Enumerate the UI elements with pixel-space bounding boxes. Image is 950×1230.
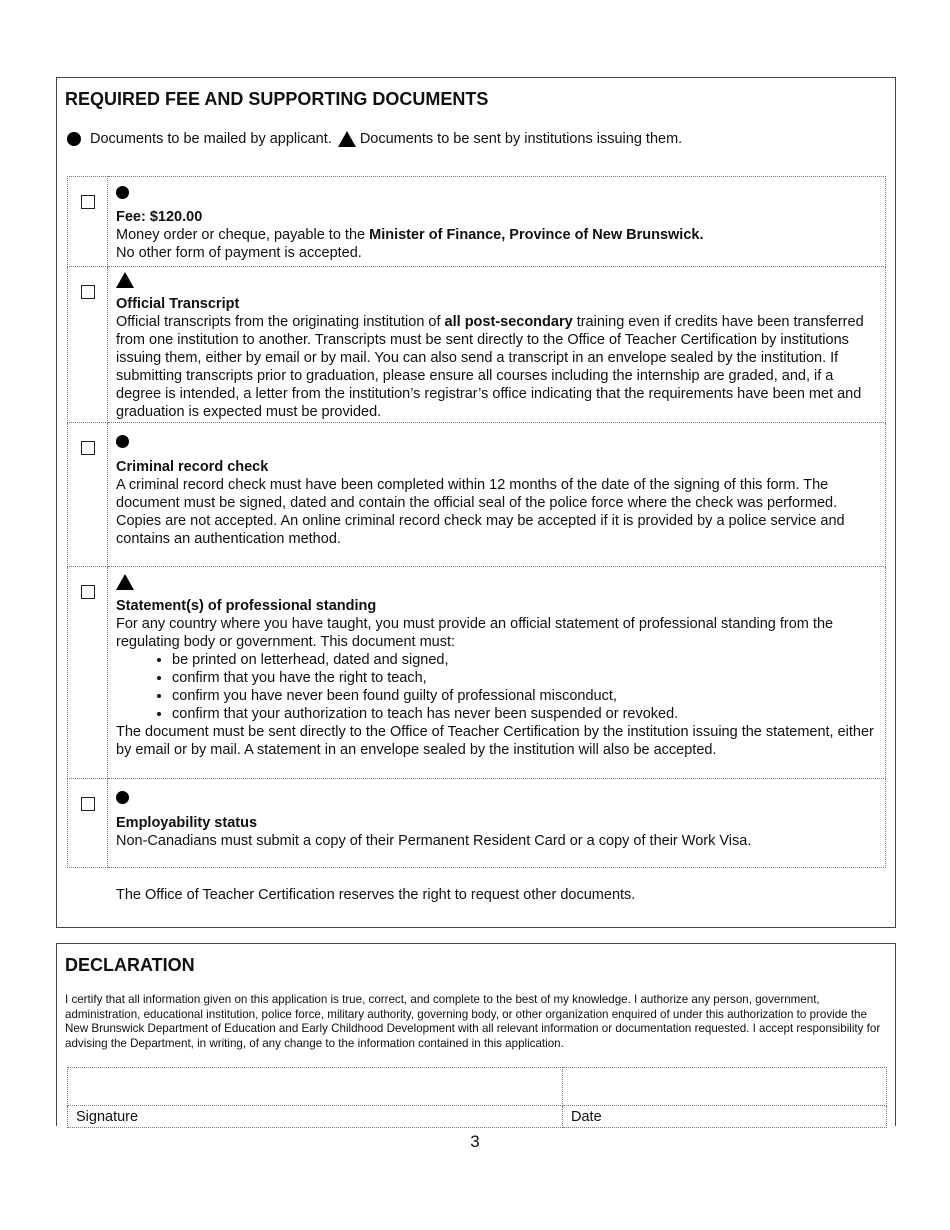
table-row bbox=[68, 567, 886, 779]
item-title: Statement(s) of professional standing bbox=[116, 598, 377, 614]
table-row bbox=[68, 779, 886, 868]
fee-checkbox[interactable] bbox=[81, 195, 95, 209]
signature-field[interactable] bbox=[68, 1068, 563, 1106]
declaration-text: I certify that all information given on this application is true, correct, and complete to the best of my knowledge. I authorize any person, government, administration, educational institution, police force, military authority, governing body, or other organization enquired of under this authorization to provide the New Brunswick Department of Education and Early Childhood Development with all relevant information or documentation requested. I accept responsibility for advising the Department, in writing, of any change to the information contained in this application. bbox=[65, 993, 881, 1050]
item-title: Fee: $120.00 bbox=[116, 209, 203, 225]
table-row bbox=[68, 177, 886, 267]
table-row bbox=[68, 267, 886, 423]
employability-checkbox[interactable] bbox=[81, 797, 95, 811]
item-text: A criminal record check must have been completed within 12 months of the date of the signing of this form. The document must be signed, dated and contain the official seal of the police force where the check was performed. Copies are not accepted. An online criminal record check may be accepted if it is provided by a police service and contains an authentication method. bbox=[116, 477, 845, 547]
legend-mailed: Documents to be mailed by applicant. bbox=[90, 131, 332, 147]
other-documents-note: The Office of Teacher Certification reserves the right to request other documents. bbox=[116, 887, 636, 903]
list-item: • be printed on letterhead, dated and signed, bbox=[172, 651, 877, 669]
item-text: No other form of payment is accepted. bbox=[116, 245, 362, 261]
requirements-list bbox=[116, 651, 877, 723]
legend-institution: Documents to be sent by institutions issuing them. bbox=[359, 131, 683, 147]
triangle-icon bbox=[116, 574, 134, 590]
signature-table bbox=[67, 1067, 887, 1128]
list-item: • confirm you have never been found guilty of professional misconduct, bbox=[172, 687, 877, 705]
page-number: 3 bbox=[470, 1132, 480, 1151]
circle-icon bbox=[116, 791, 129, 804]
list-item: • confirm that your authorization to teach has never been suspended or revoked. bbox=[172, 705, 877, 723]
date-field[interactable] bbox=[563, 1068, 887, 1106]
fees-section bbox=[56, 77, 896, 928]
item-title: Employability status bbox=[116, 815, 258, 831]
declaration-section bbox=[56, 943, 896, 1126]
item-title: Official Transcript bbox=[116, 296, 240, 312]
list-item: • confirm that you have the right to teach, bbox=[172, 669, 877, 687]
fees-section-title: REQUIRED FEE AND SUPPORTING DOCUMENTS bbox=[65, 89, 489, 109]
documents-table bbox=[67, 176, 886, 868]
triangle-icon bbox=[338, 131, 356, 147]
criminal-record-checkbox[interactable] bbox=[81, 441, 95, 455]
item-text: For any country where you have taught, you must provide an official statement of professional standing from the regulating body or government. This document must: bbox=[116, 616, 834, 650]
circle-icon bbox=[67, 132, 81, 146]
declaration-title: DECLARATION bbox=[65, 955, 195, 975]
circle-icon bbox=[116, 435, 129, 448]
triangle-icon bbox=[116, 272, 134, 288]
item-text: Non-Canadians must submit a copy of their Permanent Resident Card or a copy of their Work Visa. bbox=[116, 833, 752, 849]
table-row bbox=[68, 423, 886, 567]
professional-standing-checkbox[interactable] bbox=[81, 585, 95, 599]
signature-label: Signature bbox=[68, 1106, 563, 1128]
legend bbox=[67, 131, 682, 147]
item-text: The document must be sent directly to the Office of Teacher Certification by the institution issuing the statement, either by email or by mail. A statement in an envelope sealed by the institution will also be accepted. bbox=[116, 724, 874, 758]
transcript-checkbox[interactable] bbox=[81, 285, 95, 299]
item-text: Official transcripts from the originating institution of all post-secondary training even if credits have been transferred from one institution to another. Transcripts must be sent directly to the Office of Teacher Certification by institutions issuing them, either by email or by mail. You can also send a transcript in an envelope sealed by the institution. If submitting transcripts prior to graduation, please ensure all courses including the internship are graded, and, if a degree is intended, a letter from the institution’s registrar’s office indicating that the requirements have been met and graduation is expected must be provided. bbox=[116, 314, 864, 420]
date-label: Date bbox=[563, 1106, 887, 1128]
item-text: Money order or cheque, payable to the Minister of Finance, Province of New Brunswick. bbox=[116, 227, 704, 243]
item-title: Criminal record check bbox=[116, 459, 269, 475]
circle-icon bbox=[116, 186, 129, 199]
